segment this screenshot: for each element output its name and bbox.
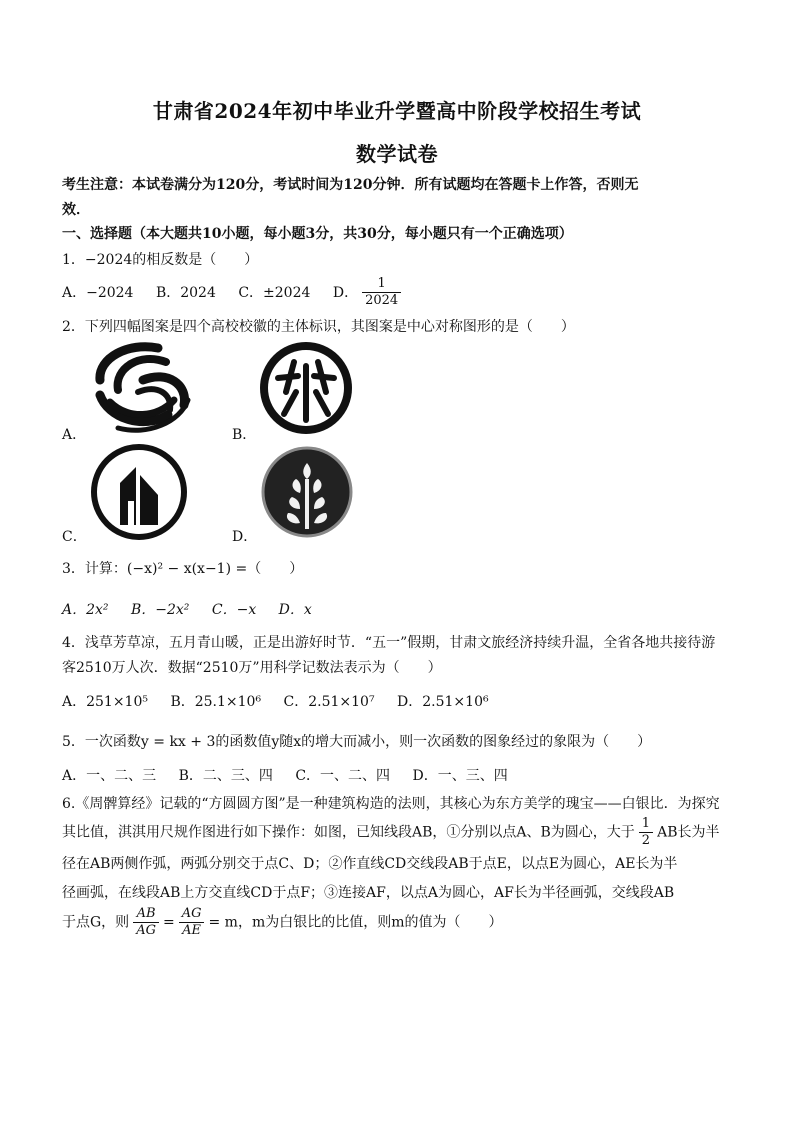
question-1-stem: 1．−2024的相反数是（ ） — [62, 252, 259, 268]
question-6-line-1: 6.《周髀算经》记载的“方圆圆方图”是一种建筑构造的法则，其核心为东方美学的瑰宝——白银比．为探究 — [62, 796, 720, 812]
q4-option-d: D．2.51×10⁶ — [397, 694, 489, 710]
q6-line-5-text-b: = m，m为白银比的比值，则m的值为（ ） — [208, 914, 503, 931]
q6-fraction-ag-ae — [179, 906, 205, 939]
swirl-logo-icon — [88, 340, 198, 435]
fraction-numerator: 1 — [639, 816, 653, 833]
q1-option-d-fraction — [362, 276, 419, 309]
q1-option-b: B．2024 — [155, 284, 216, 301]
exam-subtitle: 数学试卷 — [356, 142, 438, 166]
q6-fraction-ab-ag — [133, 906, 159, 939]
exam-title: 甘肃省2024年初中毕业升学暨高中阶段学校招生考试 — [152, 99, 642, 123]
q2-label-a: A． — [62, 427, 87, 443]
q2-label-d: D． — [232, 529, 258, 545]
q1-option-a: A．−2024 — [62, 284, 134, 301]
fraction-denominator: 2 — [641, 833, 651, 848]
q6-equals-sign: = — [162, 914, 175, 931]
question-4-line-1: 4．浅草芳草凉，五月青山暖，正是出游好时节．“五一”假期，甘肃文旅经济持续升温，全省各地共接待游 — [62, 635, 716, 651]
q5-option-b: B．二、三、四 — [178, 768, 273, 784]
q2-label-b: B． — [232, 427, 257, 443]
q1-option-c: C．±2024 — [238, 284, 311, 301]
q5-option-a: A．一、二、三 — [62, 768, 157, 784]
fraction-denominator: 2024 — [365, 293, 399, 308]
fraction-numerator: AG — [179, 906, 205, 923]
q3-option-d: D．x — [278, 602, 312, 618]
fraction-denominator: AE — [182, 923, 202, 938]
fraction-denominator: AG — [136, 923, 156, 938]
q3-option-c: C．−x — [211, 602, 257, 618]
question-6-line-2 — [62, 816, 734, 849]
q6-line-2-text-b: AB长为半 — [657, 824, 720, 841]
question-3-options — [62, 599, 734, 619]
question-5-options — [62, 765, 734, 785]
question-4-options — [62, 691, 734, 711]
seal-logo-icon — [258, 340, 354, 436]
fraction-numerator: 1 — [362, 276, 401, 293]
question-4-line-2: 客2510万人次．数据“2510万”用科学记数法表示为（ ） — [62, 660, 442, 676]
question-5-stem: 5．一次函数y = kx + 3的函数值y随x的增大而减小，则一次函数的图象经过的象限为（ ） — [62, 734, 652, 750]
question-6-line-5 — [62, 906, 734, 939]
q1-option-d — [332, 276, 419, 308]
question-6-line-3: 径在AB两侧作弧，两弧分别交于点C、D；②作直线CD交线段AB于点E，以点E为圆心，AE长为半 — [62, 856, 678, 872]
q5-option-c: C．一、二、四 — [295, 768, 391, 784]
q3-option-b: B．−2x² — [130, 602, 190, 618]
q4-option-b: B．25.1×10⁶ — [170, 694, 262, 710]
q6-half-fraction — [639, 816, 653, 849]
wheat-logo-icon — [258, 443, 356, 541]
q5-option-d: D．一、三、四 — [412, 768, 508, 784]
q4-option-a: A．251×10⁵ — [62, 694, 148, 710]
q6-line-2-text-a: 其比值，淇淇用尺规作图进行如下操作：如图，已知线段AB，①分别以点A、B为圆心，大于 — [62, 824, 635, 841]
notice-line-2: 效． — [62, 202, 90, 218]
q3-option-a: A．2x² — [62, 602, 109, 618]
fraction-numerator: AB — [133, 906, 159, 923]
q4-option-c: C．2.51×10⁷ — [283, 694, 375, 710]
notice-line-1: 考生注意：本试卷满分为120分，考试时间为120分钟．所有试题均在答题卡上作答，否则无 — [62, 177, 639, 193]
question-3-stem: 3．计算：(−x)² − x(x−1) =（ ） — [62, 561, 304, 577]
question-6-line-4: 径画弧，在线段AB上方交直线CD于点F；③连接AF，以点A为圆心，AF长为半径画弧，交线段AB — [62, 885, 675, 901]
question-1-options — [62, 276, 734, 309]
q2-label-c: C． — [62, 529, 87, 545]
building-logo-icon — [90, 443, 188, 541]
q6-line-5-text-a: 于点G，则 — [62, 914, 130, 931]
q1-option-d-prefix: D． — [332, 284, 359, 301]
section-heading: 一、选择题（本大题共10小题，每小题3分，共30分，每小题只有一个正确选项） — [62, 226, 573, 242]
question-2-stem: 2．下列四幅图案是四个高校校徽的主体标识，其图案是中心对称图形的是（ ） — [62, 319, 575, 335]
